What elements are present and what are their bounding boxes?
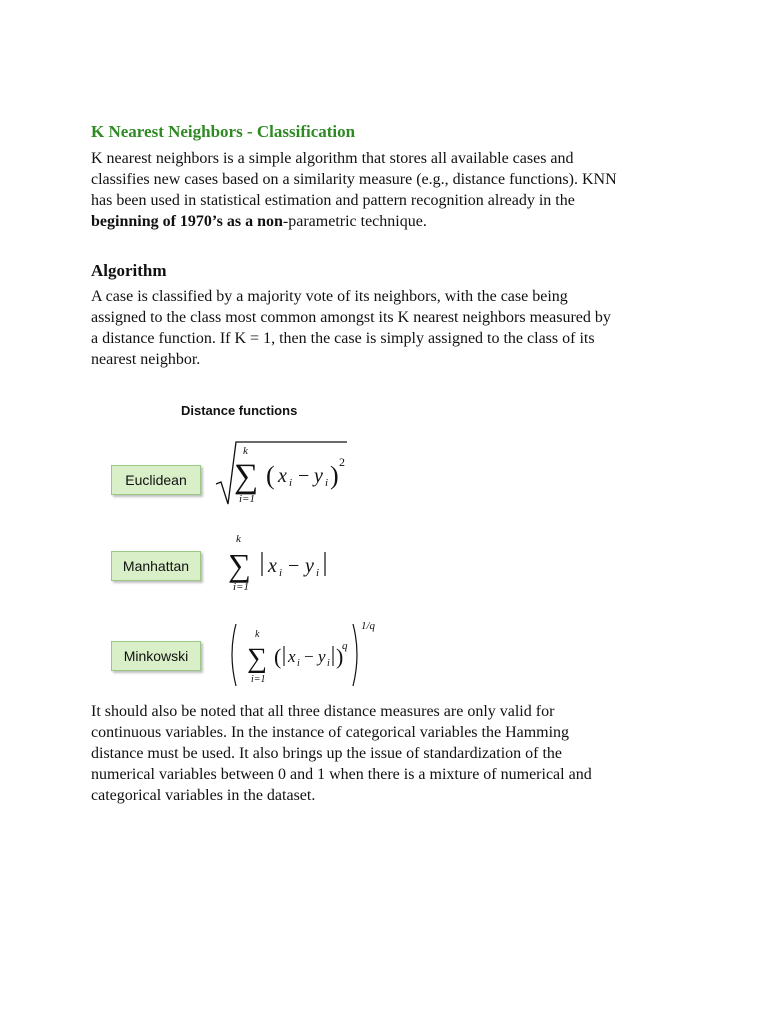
svg-text:x: x [268, 555, 277, 577]
section-title: K Nearest Neighbors - Classification [91, 122, 356, 141]
svg-text:i: i [279, 567, 283, 579]
note-line: categorical variables in the dataset. [91, 787, 316, 804]
manhattan-sigma-icon: ∑ [228, 547, 251, 583]
algorithm-line: A case is classified by a majority vote of its neighbors, with the case being [91, 288, 568, 305]
note-line: continuous variables. In the instance of categorical variables the Hamming [91, 724, 570, 741]
euclidean-sum-lower: i=1 [239, 493, 255, 505]
svg-text:y: y [318, 647, 326, 666]
intro-bold-run: beginning of 1970’s as a non [91, 213, 283, 230]
svg-text:i: i [289, 477, 293, 489]
euclidean-label-box: Euclidean [111, 465, 201, 495]
minkowski-sum-upper: k [255, 629, 260, 640]
minkowski-formula [226, 616, 381, 692]
intro-paragraph [91, 148, 670, 232]
algorithm-paragraph [91, 286, 670, 370]
svg-text:−: − [288, 555, 300, 577]
minkowski-exponent: q [342, 640, 348, 652]
minkowski-inner-open-paren: ( [274, 644, 282, 669]
algorithm-line: a distance function. If K = 1, then the case is simply assigned to the class of its [91, 330, 595, 347]
algorithm-title: Algorithm [91, 261, 167, 280]
note-line: It should also be noted that all three distance measures are only valid for [91, 703, 555, 720]
euclidean-sum-upper: k [243, 445, 248, 457]
svg-text:i: i [327, 658, 330, 669]
algorithm-line: assigned to the class most common amongst its K nearest neighbors measured by [91, 309, 611, 326]
svg-text:i: i [325, 477, 329, 489]
svg-text:y: y [305, 555, 314, 577]
manhattan-label-box: Manhattan [111, 551, 201, 581]
intro-rest-run: -parametric technique. [282, 213, 427, 230]
euclidean-open-paren: ( [266, 461, 275, 490]
note-line: distance must be used. It also brings up the issue of standardization of the [91, 745, 563, 762]
manhattan-sum-lower: i=1 [233, 581, 249, 593]
minkowski-sum-lower: i=1 [251, 674, 266, 685]
intro-line: K nearest neighbors is a simple algorithm that stores all available cases and [91, 150, 574, 167]
distance-functions-caption: Distance functions [181, 403, 298, 418]
euclidean-sigma-icon: ∑ [234, 458, 259, 495]
algorithm-line: nearest neighbor. [91, 351, 201, 368]
svg-text:−: − [304, 647, 314, 666]
svg-text:i: i [297, 658, 300, 669]
note-line: numerical variables between 0 and 1 when there is a mixture of numerical and [91, 766, 592, 783]
euclidean-formula [212, 438, 357, 508]
intro-line: has been used in statistical estimation and pattern recognition already in the [91, 192, 575, 209]
euclidean-close-paren: ) [330, 461, 339, 490]
svg-text:x: x [288, 647, 296, 666]
minkowski-outer-exponent: 1/q [361, 620, 376, 632]
euclidean-exponent: 2 [339, 455, 345, 469]
manhattan-formula [228, 530, 343, 594]
minkowski-sigma-icon: ∑ [247, 643, 267, 674]
svg-text:y: y [314, 465, 323, 487]
intro-last-line [91, 213, 427, 230]
manhattan-sum-upper: k [236, 533, 241, 545]
svg-text:i: i [316, 567, 320, 579]
minkowski-inner-close-paren: ) [336, 644, 344, 669]
svg-text:x: x [278, 465, 287, 487]
intro-line: classifies new cases based on a similarity measure (e.g., distance functions). KNN [91, 171, 617, 188]
minkowski-label-box: Minkowski [111, 641, 201, 671]
note-paragraph [91, 701, 670, 806]
svg-text:−: − [298, 465, 310, 487]
